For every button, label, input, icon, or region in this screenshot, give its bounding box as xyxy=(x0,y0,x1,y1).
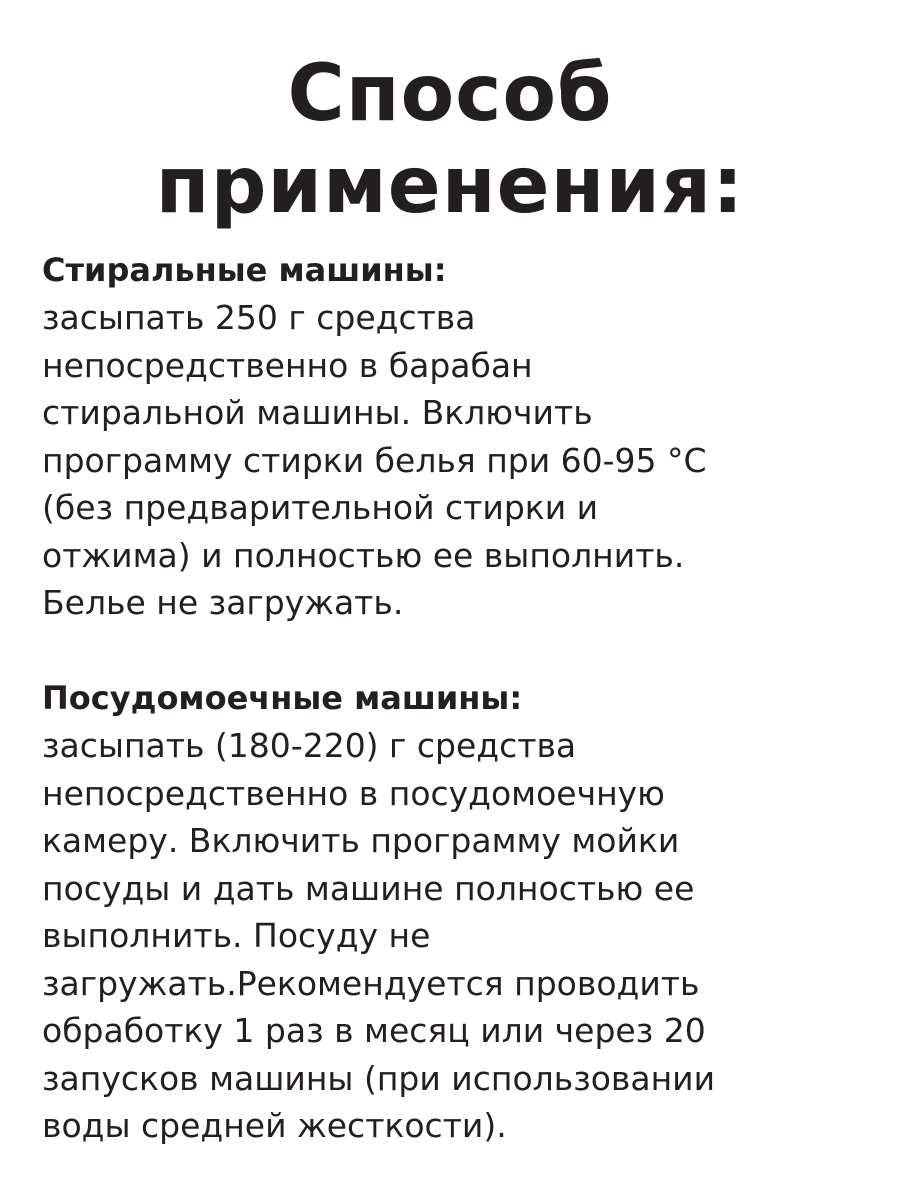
dishwasher-section xyxy=(42,674,872,1150)
text-line: выполнить. Посуду не xyxy=(42,916,431,955)
dishwasher-heading: Посудомоечные машины: xyxy=(42,679,523,717)
text-line: загружать.Рекомендуется проводить xyxy=(42,963,700,1003)
text-line: отжима) и полностью ее выполнить. xyxy=(42,535,685,575)
text-line: обработку 1 раз в месяц или через 20 xyxy=(42,1011,706,1050)
text-line: непосредственно в барабан xyxy=(42,345,533,385)
page-title xyxy=(0,48,900,232)
dishwasher-instructions xyxy=(42,722,872,1150)
text-line: Белье не загружать. xyxy=(42,583,404,622)
text-line: запусков машины (при использовании xyxy=(42,1058,716,1098)
text-line: программу стирки белья при 60-95 °С xyxy=(42,440,707,480)
title-line-2: применения: xyxy=(155,141,745,231)
text-line: воды средней жесткости). xyxy=(42,1106,507,1145)
text-line: посуды и дать машине полностью ее xyxy=(42,868,695,908)
washing-machine-section xyxy=(42,246,872,627)
text-line: засыпать 250 г средства xyxy=(42,298,476,337)
text-line: непосредственно в посудомоечную xyxy=(42,773,665,813)
title-line-1: Способ xyxy=(287,49,613,139)
text-line: камеру. Включить программу мойки xyxy=(42,821,680,860)
text-line: засыпать (180-220) г средства xyxy=(42,726,577,765)
washing-machine-instructions xyxy=(42,294,872,627)
washing-machine-heading: Стиральные машины: xyxy=(42,251,447,289)
text-line: стиральной машины. Включить xyxy=(42,393,593,432)
text-line: (без предварительной стирки и xyxy=(42,488,599,527)
